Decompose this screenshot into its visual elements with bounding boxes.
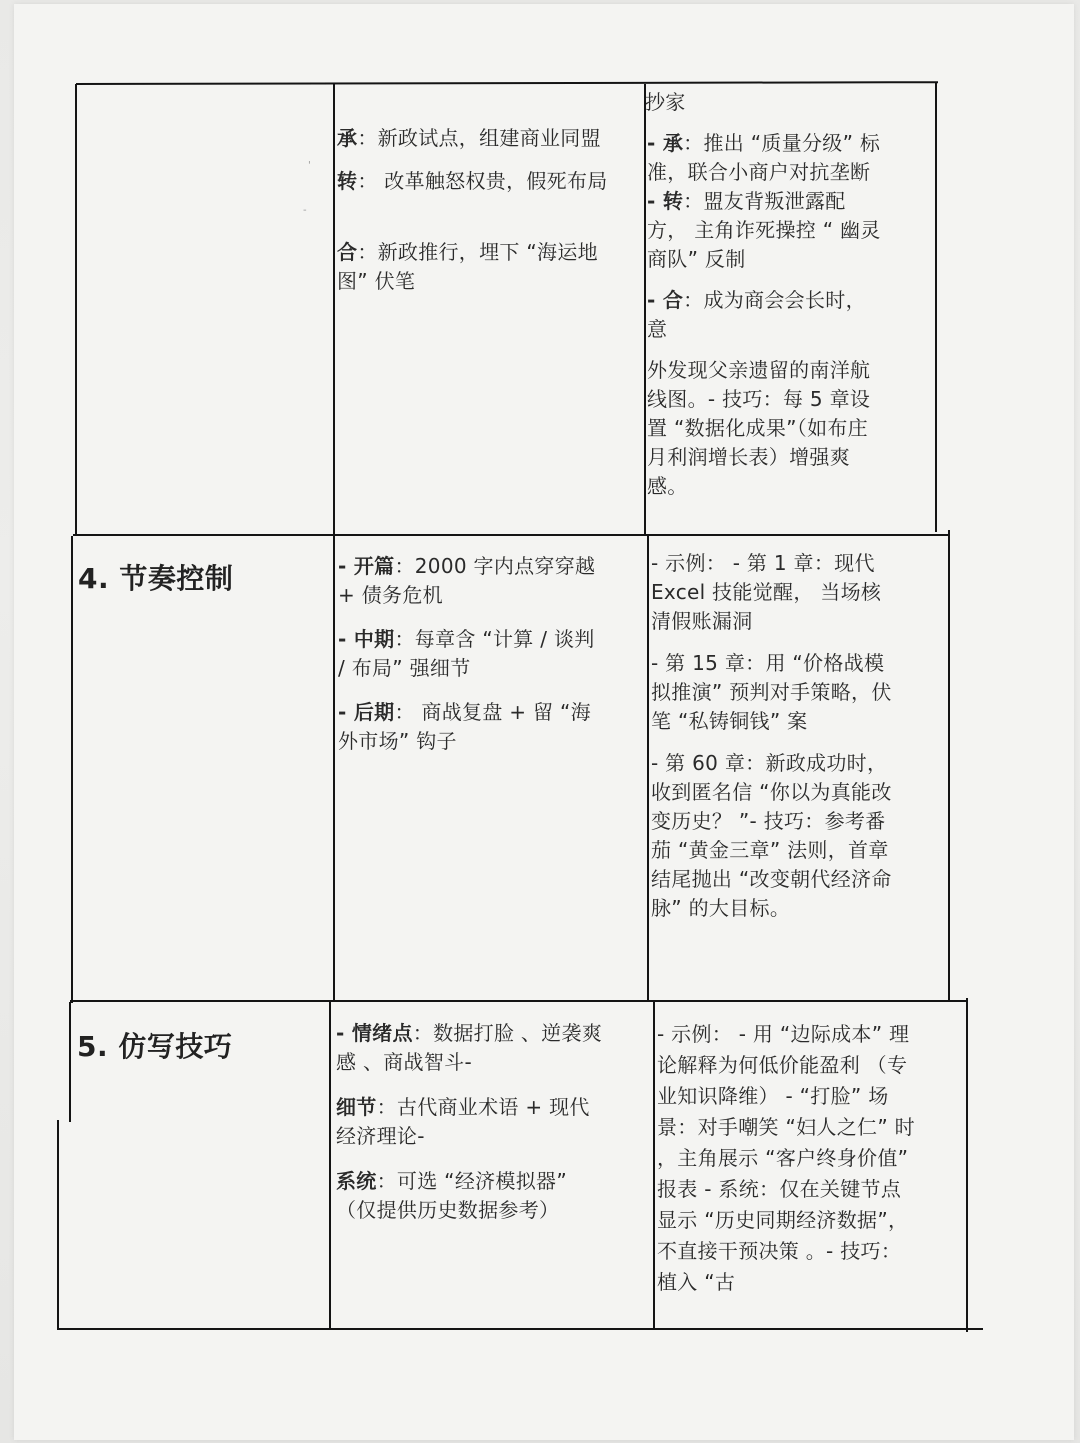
example-section5: - 示例： - 用 “边际成本” 理论解释为何低价能盈利 （专业知识降维） - “打脸” 场景：对手嘲笑 “妇人之仁” 时 ，主角展示 “客户终身价值” 报表 - 系统：仅在关键节点显示 “历史同期经济数据”，不直接干预决策 。- 技巧：植入 “古 [657,1022,915,1294]
table-border-right [935,82,937,532]
row-divider-1 [73,534,950,536]
section-heading-4: 4. 节奏控制 [78,562,234,595]
label-cheng-right: - 承 [647,131,684,155]
text-zhuan-right: ：盟友背叛泄露配方， 主角诈死操控 “ 幽灵商队” 反制 [647,189,881,271]
row2-right-cell [651,549,893,935]
label-qingxudian: - 情绪点 [336,1021,413,1045]
label-zhuan: 转 [337,169,358,193]
row2-middle-cell [338,552,608,768]
example-ch1: - 示例： - 第 1 章：现代 Excel 技能觉醒， 当场核清假账漏洞 [651,551,882,633]
text-zhuan: ： 改革触怒权贵，假死布局 [357,169,608,193]
text-houqi: ： 商战复盘 + 留 “海外市场” 钩子 [338,700,591,753]
row1-middle-cell [337,124,617,308]
col-divider-1 [329,1002,331,1330]
pencil-mark: - [303,205,307,216]
label-he-right: - 合 [647,288,684,312]
row3-middle-cell [336,1019,606,1237]
example-ch60: - 第 60 章：新政成功时，收到匿名信 “你以为真能改变历史？ ”- 技巧：参考番茄 “黄金三章” 法则，首章结尾抛出 “改变朝代经济命脉” 的大目标。 [651,751,892,920]
label-xijie: 细节 [336,1095,377,1119]
table-border-left [57,1120,59,1330]
table-border-left [75,84,77,536]
text-zhongqi: ：每章含 “计算 / 谈判 / 布局” 强细节 [338,627,595,680]
table-border-right-bottom [966,1328,983,1330]
label-cheng: 承 [337,126,358,150]
pencil-mark: ' [308,160,311,171]
text-kaipian: ：2000 字内点穿穿越 + 债务危机 [338,554,596,607]
label-kaipian: - 开篇 [338,554,395,578]
label-zhuan-right: - 转 [647,189,684,213]
label-zhongqi: - 中期 [338,627,395,651]
text-he: ：新政推行，埋下 “海运地图” 伏笔 [337,240,598,293]
col-divider-2 [653,1000,655,1330]
label-xitong: 系统 [336,1169,377,1193]
label-he: 合 [337,240,358,264]
table-border-bottom [57,1328,983,1330]
table-border-right [948,530,950,1000]
text-he-right: ：成为商会会长时，意 [647,288,866,341]
label-houqi: - 后期 [338,700,395,724]
right-tail-text: 外发现父亲遗留的南洋航线图。- 技巧：每 5 章设置 “数据化成果”（如布庄月利润增长表）增强爽感。 [647,358,871,498]
table-border-left [69,1002,71,1122]
row-divider-2 [70,1000,967,1002]
col-divider-1 [333,84,335,1002]
row3-right-cell [657,1019,919,1310]
text-cheng-right: ：推出 “质量分级” 标准，联合小商户对抗垄断 [647,131,881,184]
table-border-right [966,998,968,1332]
section-heading-5: 5. 仿写技巧 [77,1030,233,1063]
col-divider-2 [647,534,649,1002]
text-xijie: ：古代商业术语 + 现代经济理论- [336,1095,590,1148]
text-qingxudian: ：数据打脸 、逆袭爽感 、商战智斗- [336,1021,603,1074]
text-cheng: ：新政试点，组建商业同盟 [357,126,601,150]
text-xitong: ：可选 “经济模拟器” （仅提供历史数据参考） [336,1169,567,1222]
right-top-text: 抄家 [645,90,686,114]
table-border-left [71,536,73,1003]
example-ch15: - 第 15 章：用 “价格战模拟推演” 预判对手策略，伏笔 “私铸铜钱” 案 [651,651,892,733]
row1-right-cell [645,88,881,513]
